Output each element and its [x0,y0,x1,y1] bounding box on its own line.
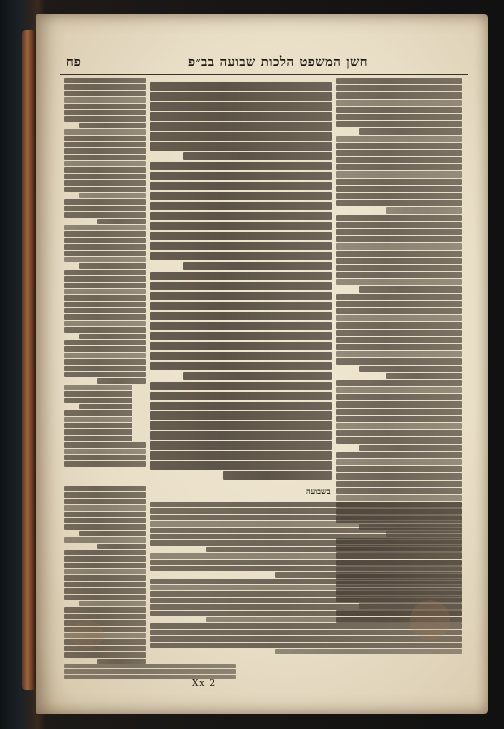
text-line [64,225,146,230]
text-line [150,566,462,571]
text-line [64,238,146,243]
footnotes [64,664,236,680]
text-line [64,174,146,179]
text-line [336,380,462,386]
text-line [150,451,332,460]
text-line [64,206,146,211]
paper-stain [70,620,104,648]
text-line [183,372,332,381]
text-line [64,455,146,460]
text-line [64,116,146,121]
text-line [150,182,332,191]
text-line [150,352,332,361]
text-line [150,643,462,648]
text-line [97,219,146,224]
text-line [150,242,332,251]
text-line [64,212,146,217]
text-line [336,337,462,343]
text-line [150,112,332,121]
text-line [64,607,146,612]
text-line [150,252,332,261]
text-line [97,378,146,383]
text-line [183,262,332,271]
text-line [64,180,146,185]
text-line [64,588,146,593]
text-line [336,358,462,364]
text-line [336,308,462,314]
text-line [64,537,146,542]
text-line [150,560,462,565]
text-line [336,222,462,228]
text-line [183,152,332,161]
text-line [64,257,146,262]
text-line [150,502,462,507]
text-line [336,229,462,235]
text-line [64,187,146,192]
text-line [64,652,146,657]
text-line [150,521,462,526]
text-line [336,171,462,177]
text-line [64,372,146,377]
text-line [150,232,332,241]
text-line [336,78,462,84]
text-line [336,344,462,350]
text-line [386,207,462,213]
text-line [336,409,462,415]
text-line [336,251,462,257]
text-line [64,563,146,568]
text-line [64,148,146,153]
text-line [64,321,146,326]
text-line [336,423,462,429]
text-line [64,84,146,89]
text-line [150,202,332,211]
text-line [150,362,332,371]
text-line [336,236,462,242]
text-line [386,373,462,379]
text-line [150,441,332,450]
text-line [336,179,462,185]
text-line [275,649,462,654]
main-text-column [150,82,332,482]
text-line [150,431,332,440]
text-line [64,556,146,561]
text-line [336,107,462,113]
text-line [336,495,462,501]
text-line [336,473,462,479]
text-line [150,534,462,539]
text-line [336,452,462,458]
text-line [336,488,462,494]
text-line [64,550,146,555]
text-line [336,401,462,407]
text-line [64,142,146,147]
text-line [336,85,462,91]
text-line [275,572,462,577]
text-line [150,402,332,411]
text-line [64,289,146,294]
text-line [64,614,146,619]
text-line [64,91,146,96]
book-spine [22,30,36,690]
text-line [64,276,146,281]
text-line [150,162,332,171]
text-line [150,172,332,181]
text-line [359,286,462,292]
text-line [359,366,462,372]
text-line [150,636,462,641]
text-line [64,646,146,651]
text-line [336,387,462,393]
text-line [150,292,332,301]
text-line [64,340,146,345]
text-line [150,421,332,430]
text-line [150,322,332,331]
text-line [79,531,146,536]
text-line [64,524,146,529]
text-line [150,302,332,311]
text-line [64,346,146,351]
text-line [150,222,332,231]
text-line [336,193,462,199]
text-line [150,540,462,545]
text-line [359,128,462,134]
text-line [336,466,462,472]
text-line [64,199,146,204]
text-line [150,411,332,420]
text-line [150,142,332,151]
text-line [64,486,146,491]
text-line [336,186,462,192]
folio-number: פח [66,55,81,70]
text-line [64,78,146,83]
text-line [336,114,462,120]
running-head: חשן המשפט הלכות שבועה בב״פ [188,55,368,70]
text-line [150,579,462,584]
text-line [150,332,332,341]
text-line [64,110,146,115]
text-line [206,547,462,552]
text-line [150,508,462,513]
text-line [336,394,462,400]
text-line [150,272,332,281]
text-line [150,92,332,101]
text-line [223,471,332,480]
text-line [64,366,146,371]
text-line [64,251,146,256]
text-line [336,294,462,300]
text-line [336,157,462,163]
text-line [79,601,146,606]
text-line [64,518,146,523]
text-line [336,430,462,436]
section-end-label: בשבועה [306,486,331,496]
text-line [336,100,462,106]
text-line [150,598,462,603]
text-line [64,302,146,307]
text-line [150,122,332,131]
text-line [64,167,146,172]
text-line [64,664,236,668]
text-line [64,569,146,574]
text-line [336,92,462,98]
text-line [336,265,462,271]
text-line [150,192,332,201]
text-line [336,150,462,156]
printer-signature: Xx 2 [192,679,217,689]
text-line [150,392,332,401]
text-line [336,200,462,206]
text-line [64,505,146,510]
text-line [97,544,146,549]
text-line [336,215,462,221]
margin-gloss-inset [132,384,150,442]
text-line [79,123,146,128]
paper-stain [410,600,450,640]
text-line [150,382,332,391]
text-line [64,353,146,358]
text-line [336,459,462,465]
text-line [64,104,146,109]
text-line [64,161,146,166]
text-line [150,312,332,321]
text-line [336,272,462,278]
text-line [64,231,146,236]
text-line [336,437,462,443]
text-line [79,263,146,268]
page-header [60,52,468,75]
text-line [64,461,146,466]
text-line [336,416,462,422]
text-line [150,102,332,111]
text-line [64,295,146,300]
text-line [64,582,146,587]
text-line [150,82,332,91]
text-line [64,449,146,454]
text-line [150,515,462,520]
text-line [150,553,462,558]
text-line [150,591,462,596]
text-line [150,282,332,291]
text-line [64,575,146,580]
text-line [64,327,146,332]
text-line [64,669,236,673]
text-line [150,212,332,221]
text-line [79,334,146,339]
text-line [150,461,332,470]
text-line [150,342,332,351]
text-line [336,315,462,321]
text-line [336,258,462,264]
text-line [336,322,462,328]
text-line [150,528,462,533]
text-line [64,308,146,313]
text-line [64,129,146,134]
text-line [64,359,146,364]
text-line [336,143,462,149]
text-line [336,243,462,249]
text-line [64,595,146,600]
text-line [336,301,462,307]
text-line [336,481,462,487]
text-line [64,499,146,504]
text-line [150,585,462,590]
text-line [336,164,462,170]
text-line [64,442,146,447]
text-line [64,97,146,102]
text-line [336,121,462,127]
text-line [150,132,332,141]
text-line [64,283,146,288]
text-line [336,330,462,336]
text-line [336,279,462,285]
text-line [64,512,146,517]
text-line [64,492,146,497]
text-line [64,314,146,319]
text-line [336,136,462,142]
text-line [64,244,146,249]
text-line [79,193,146,198]
text-line [64,136,146,141]
text-line [64,270,146,275]
text-line [64,155,146,160]
text-line [359,445,462,451]
text-line [336,351,462,357]
